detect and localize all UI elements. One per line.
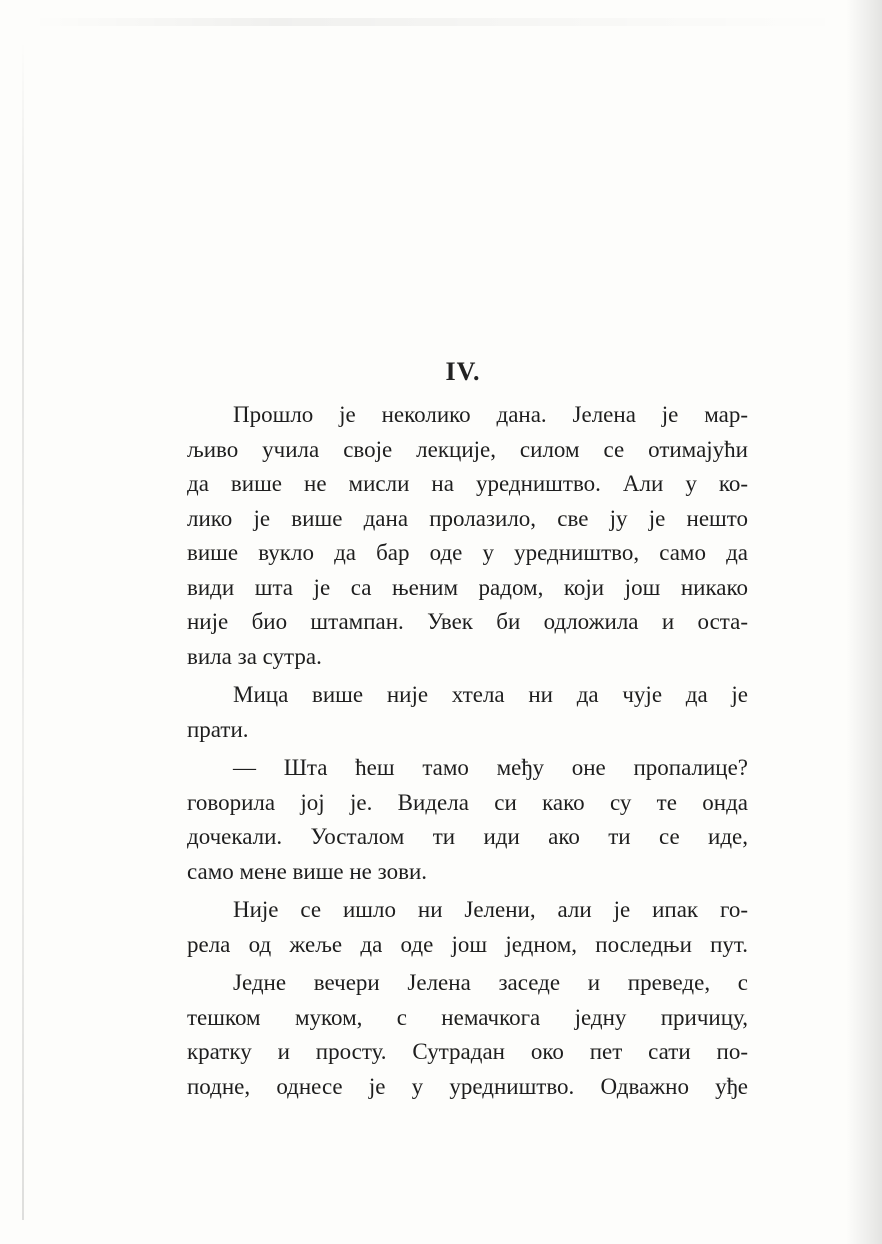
chapter-heading: IV.: [445, 357, 481, 386]
text-line: вила за сутра.: [187, 643, 322, 669]
text-line: говорила јој је. Видела си како су те онда: [187, 789, 748, 815]
paragraph: [187, 678, 748, 747]
text-line: — Шта ћеш тамо међу оне пропалице?: [233, 755, 748, 780]
text-line: није био штампан. Увек би одложила и оста-: [187, 609, 748, 634]
text-line: само мене више не зови.: [187, 858, 428, 884]
scan-edge-top: [30, 18, 850, 26]
text-line: више вукло да бар оде у уредништво, само да: [187, 540, 748, 565]
text-line: види шта је са њеним радом, који још никако: [187, 574, 748, 600]
text-line: дочекали. Уосталом ти иди ако ти се иде,: [187, 824, 748, 849]
paragraph: [187, 398, 748, 674]
text-line: кратку и просту. Сутрадан око пет сати по-: [187, 1039, 748, 1064]
text-line: Мица више није хтела ни да чује да је: [233, 682, 748, 707]
paragraph: [187, 751, 748, 889]
scan-edge-right: [846, 0, 882, 1244]
text-line: лико је више дана пролазило, све ју је нешто: [187, 505, 748, 531]
paragraph: [187, 966, 748, 1104]
paragraph: [187, 893, 748, 962]
text-line: љиво учила своје лекције, силом се отимајући: [187, 436, 748, 462]
text-line: прати.: [187, 716, 249, 742]
text-line: Није се ишло ни Јелени, али је ипак го-: [233, 897, 748, 922]
text-line: подне, однесе је у уредништво. Одважно уђе: [187, 1073, 748, 1099]
text-line: тешком муком, с немачкога једну причицу,: [187, 1004, 748, 1030]
text-line: Једне вечери Јелена заседе и преведе, с: [233, 970, 748, 995]
text-body: [187, 398, 748, 1104]
text-line: да више не мисли на уредништво. Али у ко-: [187, 471, 748, 496]
scan-edge-left: [22, 40, 24, 1220]
text-line: рела од жеље да оде још једном, последњи пут.: [187, 931, 748, 957]
text-line: Прошло је неколико дана. Јелена је мар-: [233, 402, 748, 427]
